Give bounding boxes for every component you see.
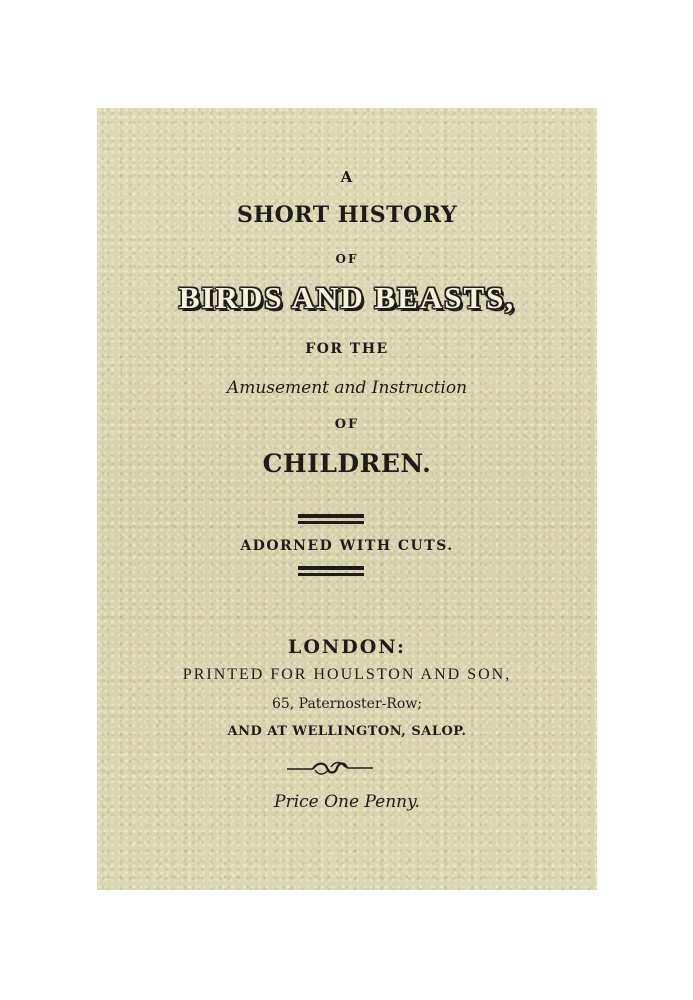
title-for-the: FOR THE <box>305 341 389 357</box>
adorned-with-cuts: ADORNED WITH CUTS. <box>240 538 454 554</box>
title-page <box>97 108 597 890</box>
title-of-2: OF <box>334 417 360 432</box>
imprint-wellington: AND AT WELLINGTON, SALOP. <box>227 724 467 739</box>
imprint-london: LONDON: <box>287 636 406 658</box>
title-birds-and-beasts: BIRDS AND BEASTS, <box>178 280 516 315</box>
price: Price One Penny. <box>274 792 420 812</box>
title-short-history: SHORT HISTORY <box>236 202 458 228</box>
title-children: CHILDREN. <box>262 449 432 478</box>
imprint-printer: PRINTED FOR HOULSTON AND SON, <box>182 666 512 683</box>
scroll-ornament-icon <box>285 758 375 778</box>
double-rule-top <box>298 514 364 524</box>
title-of-1: OF <box>335 252 359 266</box>
title-article: A <box>340 168 354 186</box>
imprint-address: 65, Paternoster-Row; <box>271 696 423 712</box>
double-rule-bottom <box>298 566 364 576</box>
title-amusement: Amusement and Instruction <box>226 378 468 398</box>
